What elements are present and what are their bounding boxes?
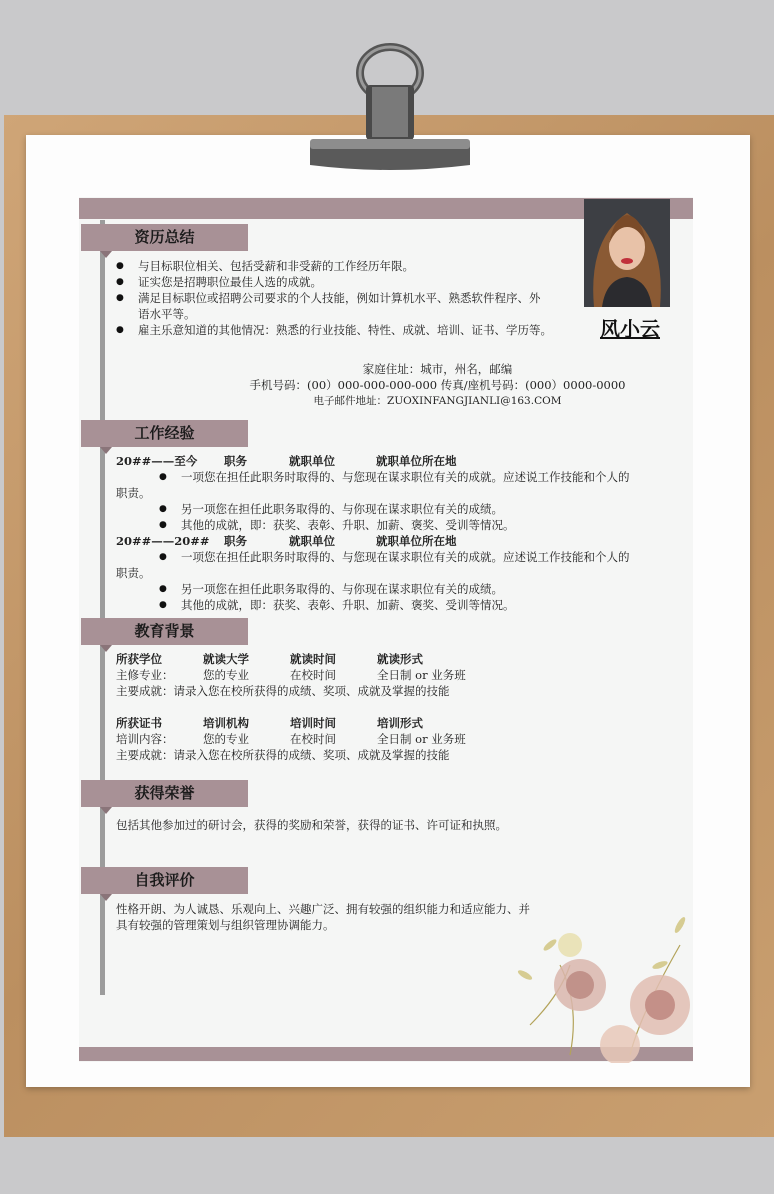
binder-clip-icon [306,25,474,175]
summary-item: ● 满足目标职位或招聘公司要求的个人技能，例如计算机水平、熟悉软件程序、外 [138,290,541,306]
contact-address: 家庭住址：城市，州名，邮编 [362,362,513,376]
job-achievement-continued: 职责。 [116,486,151,500]
edu-col: 培训时间 [290,716,336,730]
job-achievement: ● 其他的成就，即：获奖、表彰、升职、加薪、褒奖、受训等情况。 [181,597,515,613]
summary-item: ● 与目标职位相关、包括受薪和非受薪的工作经历年限。 [138,258,414,274]
job-date: 20##——20## [116,534,210,548]
edu-col: 就读时间 [290,652,336,666]
job-achievement: ● 另一项您在担任此职务取得的、与你现在谋求职位有关的成绩。 [181,581,503,597]
job-achievement: ● 一项您在担任此职务时取得的、与您现在谋求职位有关的成就。应述说工作技能和个人的 [181,549,630,565]
section-header-honors: 获得荣誉 [81,780,248,807]
job-role: 职务 [224,454,247,468]
edu-col: 所获学位 [116,652,162,666]
honors-text: 包括其他参加过的研讨会，获得的奖励和荣誉，获得的证书、许可证和执照。 [116,818,507,832]
job-achievement-continued: 职责。 [116,566,151,580]
job-achievement: ● 其他的成就，即：获奖、表彰、升职、加薪、褒奖、受训等情况。 [181,517,515,533]
edu-cell: 您的专业 [203,668,249,682]
summary-item-continued: 语水平等。 [138,307,196,321]
edu-cell: 全日制 or 业务班 [377,732,466,746]
contact-phone: 手机号码：(00）000-000-000-000 传真/座机号码：(000）0000-0000 [249,378,626,392]
job-location: 就职单位所在地 [376,454,457,468]
edu-cell: 主修专业： [116,668,174,682]
edu-cell: 在校时间 [290,668,336,682]
edu-col: 培训形式 [377,716,423,730]
profile-photo [584,199,670,307]
summary-item: ● 雇主乐意知道的其他情况：熟悉的行业技能、特性、成就、培训、证书、学历等。 [138,322,552,338]
edu-col: 就读大学 [203,652,249,666]
edu-cell: 全日制 or 业务班 [377,668,466,682]
self-text-line: 性格开朗、为人诚恳、乐观向上、兴趣广泛、拥有较强的组织能力和适应能力、并 [116,902,530,916]
education-achievement: 主要成就：请录入您在校所获得的成绩、奖项、成就及掌握的技能 [116,684,450,698]
job-achievement: ● 一项您在担任此职务时取得的、与您现在谋求职位有关的成就。应述说工作技能和个人的 [181,469,630,485]
job-location: 就职单位所在地 [376,534,457,548]
edu-col: 就读形式 [377,652,423,666]
candidate-name: 风小云 [600,317,660,341]
job-achievement: ● 另一项您在担任此职务取得的、与你现在谋求职位有关的成绩。 [181,501,503,517]
edu-cell: 在校时间 [290,732,336,746]
training-achievement: 主要成就：请录入您在校所获得的成绩、奖项、成就及掌握的技能 [116,748,450,762]
summary-item: ● 证实您是招聘职位最佳人选的成就。 [138,274,322,290]
section-header-education: 教育背景 [81,618,248,645]
edu-cell: 您的专业 [203,732,249,746]
section-header-self: 自我评价 [81,867,248,894]
self-text-line: 具有较强的管理策划与组织管理协调能力。 [116,918,335,932]
edu-col: 培训机构 [203,716,249,730]
contact-email: 电子邮件地址：ZUOXINFANGJIANLI@163.COM [313,395,562,407]
flower-decoration-icon [510,905,698,1063]
section-header-work: 工作经验 [81,420,248,447]
job-company: 就职单位 [289,534,335,548]
section-header-summary: 资历总结 [81,224,248,251]
edu-cell: 培训内容： [116,732,174,746]
job-company: 就职单位 [289,454,335,468]
edu-col: 所获证书 [116,716,162,730]
job-role: 职务 [224,534,247,548]
job-date: 20##——至今 [116,454,198,468]
